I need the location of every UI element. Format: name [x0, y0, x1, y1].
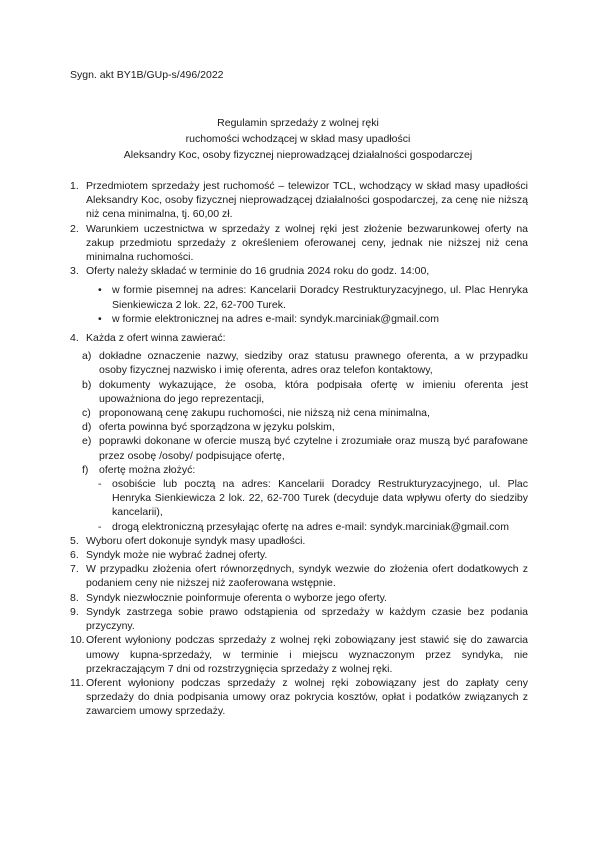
rule-text: Przedmiotem sprzedaży jest ruchomość – telewizor TCL, wchodzący w skład masy upadłości Aleksandry Koc, osoby fizycznej nieprowadzącej działalności gospodarczej, za cenę nie niższą niż cena minimalna, tj. 60,00 zł.: [86, 180, 528, 221]
bullet-icon: •: [98, 312, 102, 325]
rule-9: [70, 605, 528, 633]
rule-text: Wyboru ofert dokonuje syndyk masy upadłości.: [86, 534, 306, 547]
offer-requirement-e: [82, 434, 528, 462]
rule-1: [70, 179, 528, 222]
rule-text: Syndyk może nie wybrać żadnej oferty.: [86, 549, 268, 562]
rule-11: [70, 676, 528, 719]
case-signature: Sygn. akt BY1B/GUp-s/496/2022: [70, 69, 224, 81]
rule-number: 11.: [70, 676, 84, 689]
offer-requirement-a: [82, 349, 528, 377]
letter-label: a): [82, 350, 92, 363]
rule-number: 6.: [70, 549, 79, 562]
offer-requirement-f: [82, 463, 528, 477]
document-title: [70, 115, 526, 163]
title-line-1: Regulamin sprzedaży z wolnej ręki: [217, 117, 379, 129]
delivery-method-post: [98, 477, 528, 520]
dash-marker: -: [98, 478, 102, 491]
rule-text: Warunkiem uczestnictwa w sprzedaży z wolnej ręki jest złożenie bezwarunkowej oferty na zakup przedmiotu sprzedaży z określeniem oferowanej ceny, jednak nie niższej niż cena minimalna ruchomości.: [86, 222, 528, 264]
rule-number: 5.: [70, 534, 79, 547]
bullet-text: w formie elektronicznej na adres e-mail: syndyk.marciniak@gmail.com: [112, 312, 439, 325]
rule-7: [70, 562, 528, 590]
letter-label: d): [82, 421, 92, 434]
title-line-2: ruchomości wchodzącej w skład masy upadłości: [185, 133, 411, 145]
rule-text: W przypadku złożenia ofert równorzędnych, syndyk wezwie do złożenia ofert dodatkowych z podaniem ceny nie niższej niż zaoferowana wstępnie.: [86, 563, 528, 590]
rules-list: [70, 179, 528, 719]
letter-label: c): [82, 407, 91, 420]
bullet-icon: •: [98, 284, 102, 297]
rule-text: Oferent wyłoniony podczas sprzedaży z wolnej ręki zobowiązany jest do zapłaty ceny sprzedaży do dnia podpisania umowy oraz pokrycia kosztów, opłat i podatków związanych z zawarciem umowy sprzedaży.: [86, 676, 528, 718]
rule-2: [70, 222, 528, 265]
submission-option-email: [98, 312, 528, 326]
rule-number: 10.: [70, 634, 85, 647]
letter-label: e): [82, 435, 92, 448]
submission-option-paper: [98, 283, 528, 311]
letter-label: b): [82, 378, 92, 391]
rule-number: 1.: [70, 180, 79, 192]
requirement-text: dokładne oznaczenie nazwy, siedziby oraz statusu prawnego oferenta, a w przypadku osoby fizycznej nazwisko i imię oferenta, adres oraz telefon kontaktowy,: [99, 350, 528, 377]
rule-4: [70, 331, 528, 345]
offer-requirement-c: [82, 406, 528, 420]
offer-requirement-d: [82, 420, 528, 434]
letter-label: f): [82, 463, 89, 476]
rule-3: [70, 264, 528, 278]
rule-text: Oferty należy składać w terminie do 16 grudnia 2024 roku do godz. 14:00,: [86, 265, 430, 278]
rule-text: Syndyk zastrzega sobie prawo odstąpienia od sprzedaży w każdym czasie bez podania przyczyny.: [86, 605, 528, 633]
rule-number: 2.: [70, 222, 79, 235]
rule-5: [70, 534, 528, 548]
rule-number: 8.: [70, 591, 79, 604]
rule-6: [70, 548, 528, 562]
requirement-text: ofertę można złożyć:: [99, 463, 196, 476]
offer-requirement-b: [82, 378, 528, 406]
requirement-text: poprawki dokonane w ofercie muszą być czytelne i zrozumiałe oraz muszą być parafowane przez osobę /osoby/ podpisujące ofertę,: [99, 435, 528, 462]
delivery-text: osobiście lub pocztą na adres: Kancelarii Doradcy Restrukturyzacyjnego, ul. Plac Henryka Sienkiewicza 2 lok. 22, 62-700 Turek (decyduje data wpływu oferty do siedziby kancelarii),: [112, 478, 528, 519]
rule-text: Każda z ofert winna zawierać:: [86, 332, 226, 345]
rule-number: 3.: [70, 265, 79, 278]
requirement-text: dokumenty wykazujące, że osoba, która podpisała ofertę w imieniu oferenta jest upoważniona do jego reprezentacji,: [99, 378, 528, 405]
rule-text: Syndyk niezwłocznie poinformuje oferenta o wyborze jego oferty.: [86, 591, 387, 604]
requirement-text: oferta powinna być sporządzona w języku polskim,: [99, 421, 335, 434]
requirement-text: proponowaną cenę zakupu ruchomości, nie niższą niż cena minimalna,: [99, 407, 430, 420]
rule-8: [70, 591, 528, 605]
bullet-text: w formie pisemnej na adres: Kancelarii Doradcy Restrukturyzacyjnego, ul. Plac Henryka Sienkiewicza 2 lok. 22, 62-700 Turek.: [112, 284, 528, 311]
dash-marker: -: [98, 520, 102, 533]
rule-number: 9.: [70, 605, 79, 618]
delivery-text: drogą elektroniczną przesyłając ofertę na adres e-mail: syndyk.marciniak@gmail.com: [112, 520, 509, 533]
rule-number: 7.: [70, 563, 79, 576]
rule-number: 4.: [70, 332, 79, 345]
rule-10: [70, 633, 528, 676]
rule-text: Oferent wyłoniony podczas sprzedaży z wolnej ręki zobowiązany jest stawić się do zawarcia umowy kupna-sprzedaży, w terminie i miejscu wyznaczonym przez syndyka, nie przekraczającym 7 dni od rozstrzygnięcia sprzedaży z wolnej ręki.: [86, 634, 528, 675]
delivery-method-email: [98, 520, 528, 534]
title-line-3: Aleksandry Koc, osoby fizycznej nieprowadzącej działalności gospodarczej: [123, 149, 473, 161]
